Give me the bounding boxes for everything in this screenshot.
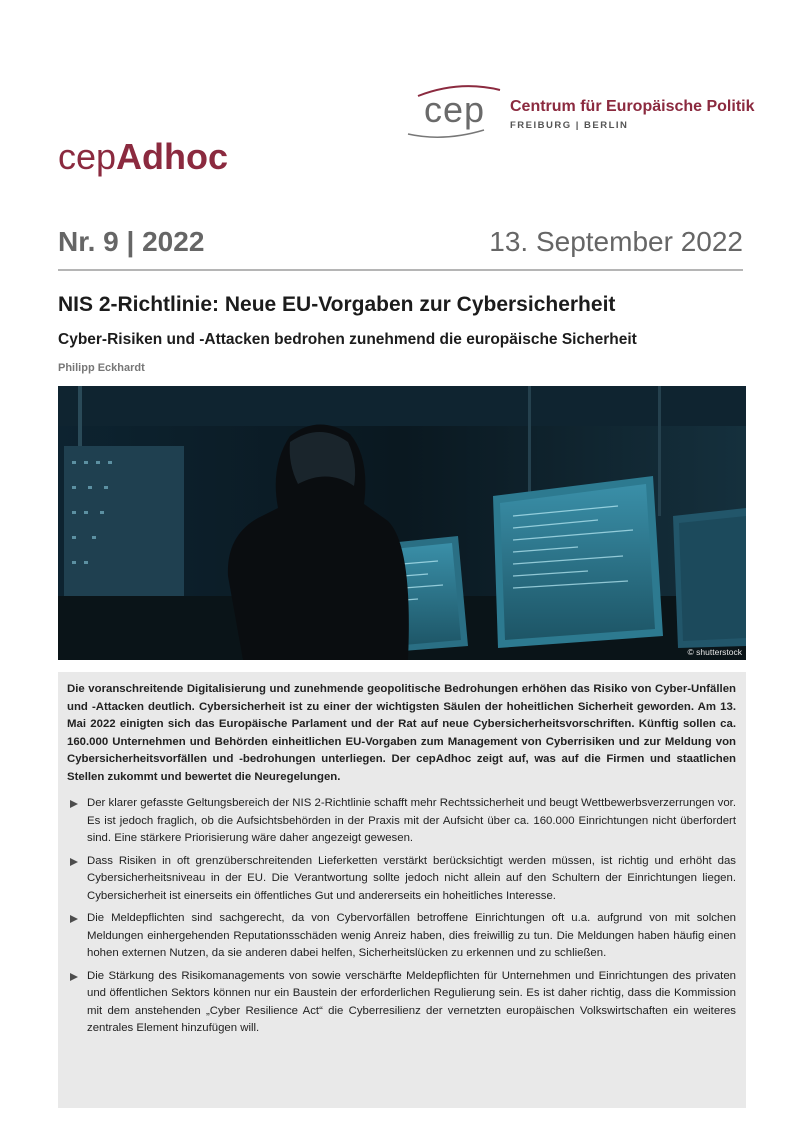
bullet-text: Der klarer gefasste Geltungsbereich der NIS 2-Richtlinie schafft mehr Rechtssicherheit und beugt Wettbewerbsverzerrungen vor. Es ist jedoch fraglich, ob die Aufsichtsbehörden in der Praxis mit der Aufsicht über ca. 160.000 Einrichtungen nicht überfordert sind. Eine stärkere Priorisierung wäre daher angezeigt gewesen. [87,797,736,844]
brand-suffix: Adhoc [116,136,229,177]
org-name: Centrum für Europäische Politik [510,98,755,115]
issue-number: Nr. 9 | 2022 [58,226,205,257]
article-author: Philipp Eckhardt [58,362,145,374]
list-item [67,910,736,963]
list-item [67,968,736,1038]
summary-intro: Die voranschreitende Digitalisierung und zunehmende geopolitische Bedrohungen erhöhen das Risiko von Cyber-Unfällen und -Attacken deutlich. Cybersicherheit ist zu einer der wichtigsten Säulen der hoheitlichen Sicherheit geworden. Am 13. Mai 2022 einigten sich das Europäische Parlament und der Rat auf neue Cybersicherheitsvorschriften. Künftig sollen ca. 160.000 Unternehmen und Behörden einheitlichen EU-Vorgaben zum Management von Cyberrisiken und zur Meldung von Cybersicherheitsvorfällen und -bedrohungen unterliegen. Der cepAdhoc zeigt auf, was auf die Firmen und staatlichen Stellen zukommt und bewertet die Neuregelungen. [67,683,736,783]
list-item [67,853,736,906]
logo-mark-text: cep [424,89,486,130]
bullet-text: Die Meldepflichten sind sachgerecht, da von Cybervorfällen betroffene Einrichtungen oft u.a. aufgrund von mit solchen Meldungen einhergehenden Reputationsschäden wenig Anreiz haben, dies freiwillig zu tun. Die Meldungen haben häufig einen hohen externen Nutzen, da sie anderen dabei helfen, Sicherheitslücken zu erkennen und zu schließen. [87,912,736,959]
bullet-arrow-icon [70,800,78,808]
publication-brand [58,136,228,178]
header-divider [58,269,743,271]
bullet-arrow-icon [70,858,78,866]
publication-date: 13. September 2022 [489,226,743,257]
bullet-arrow-icon [70,915,78,923]
image-credit: © shutterstock [687,647,742,657]
hero-image-hacker [58,386,746,660]
article-subtitle: Cyber-Risiken und -Attacken bedrohen zunehmend die europäische Sicherheit [58,331,637,348]
issue-meta [58,226,743,266]
hacker-illustration [58,386,746,660]
bullet-arrow-icon [70,973,78,981]
org-cities: FREIBURG | BERLIN [510,120,629,131]
cep-logo-mark [404,84,504,140]
key-points-list [67,795,736,1038]
list-item [67,795,736,848]
bullet-text: Die Stärkung des Risikomanagements von sowie verschärfte Meldepflichten für Unternehmen und Einrichtungen des privaten und öffentlichen Sektors können nur ein Baustein der erforderlichen Regulierung sein. Es ist daher richtig, dass die Kommission mit dem anstehenden „Cyber Resilience Act“ die Cyberresilienz der vernetzten europäischen Volkswirtschaften ein weiteres zentrales Element hinzufügen will. [87,969,736,1034]
summary-box [58,672,746,1108]
bullet-text: Dass Risiken in oft grenzüberschreitenden Lieferketten verstärkt berücksichtigt werden müssen, ist richtig und erhöht das Cybersicherheitsniveau in der EU. Die Verantwortung sollte jedoch nicht allein auf den Schultern der Einrichtungen liegen. Cybersicherheit ist einerseits ein öffentliches Gut und andererseits ein hoheitliches Interesse. [87,854,736,902]
cep-logo [400,84,760,144]
article-title: NIS 2-Richtlinie: Neue EU-Vorgaben zur Cybersicherheit [58,293,616,316]
brand-prefix: cep [58,136,117,177]
